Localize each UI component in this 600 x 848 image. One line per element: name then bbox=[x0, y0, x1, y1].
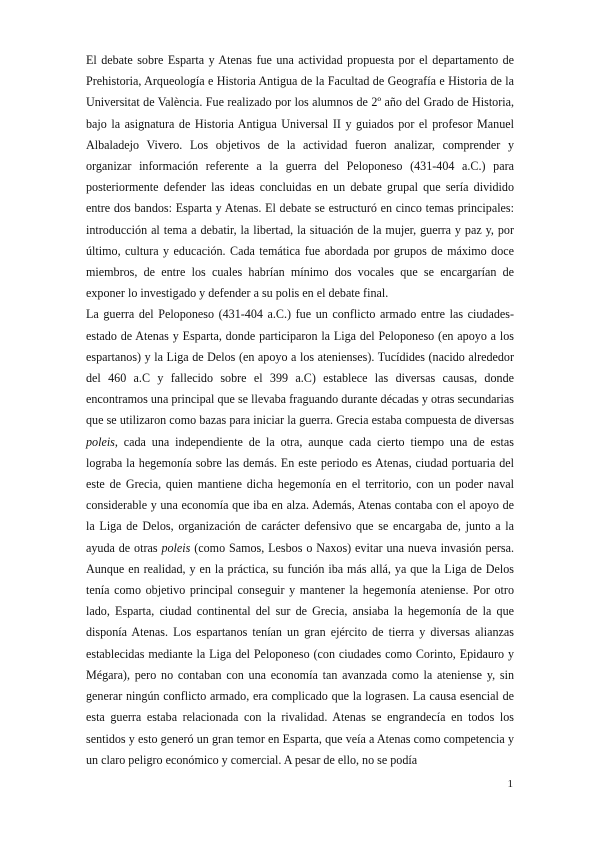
text-run: La guerra del Peloponeso (431-404 a.C.) fue un conflicto armado entre las ciudades-estado de Atenas y Esparta, donde participaron la Liga del Peloponeso (en apoyo a los espartanos) y la Liga de Delos (en apoyo a los atenienses). Tucídides (nacido alrededor del 460 a.C y fallecido sobre el 399 a.C) establece las diversas causas, donde encontramos una principal que se llevaba fraguando durante décadas y otras secundarias que se utilizaron como bazas para iniciar la guerra. Grecia estaba compuesta de diversas bbox=[86, 307, 514, 428]
paragraph-1 bbox=[86, 50, 514, 304]
text-run: , cada una independiente de la otra, aunque cada cierto tiempo una de estas lograba la hegemonía sobre las demás. En este periodo es Atenas, ciudad portuaria del este de Grecia, quien mantiene dicha hegemonía en el territorio, con un poder naval considerable y una economía que iba en alza. Además, Atenas contaba con el apoyo de la Liga de Delos, organización de carácter defensivo que se encargaba de, junto a la ayuda de otras bbox=[86, 434, 514, 555]
text-run: (como Samos, Lesbos o Naxos) evitar una nueva invasión persa. Aunque en realidad, y en la práctica, su función iba más allá, ya que la Liga de Delos tenía como objetivo principal conseguir y mantener la hegemonía ateniense. Por otro lado, Esparta, ciudad continental del sur de Grecia, ansiaba la hegemonía de la que disponía Atenas. Los espartanos tenían un gran ejército de tierra y diversas alianzas establecidas mediante la Liga del Peloponeso (con ciudades como Corinto, Epidauro y Mégara), pero no contaban con una economía tan avanzada como la ateniense y, sin generar ningún conflicto armado, era complicado que la lograsen. La causa esencial de esta guerra estaba relacionada con la rivalidad. Atenas se engrandecía en todos los sentidos y esto generó un gran temor en Esparta, que veía a Atenas como competencia y un claro peligro económico y comercial. A pesar de ello, no se podía bbox=[86, 540, 514, 767]
italic-term: poleis bbox=[161, 540, 191, 555]
page-number: 1 bbox=[507, 778, 513, 790]
text-run: El debate sobre Esparta y Atenas fue una actividad propuesta por el departamento de Prehistoria, Arqueología e Historia Antigua de la Facultad de Geografía e Historia de la Universitat de València. Fue realizado por los alumnos de 2º año del Grado de Historia, bajo la asignatura de Historia Antigua Universal II y guiados por el profesor Manuel Albaladejo Vivero. Los objetivos de la actividad fueron analizar, comprender y organizar información referente a la guerra del Peloponeso (431-404 a.C.) para posteriormente defender las ideas concluidas en un debate grupal que sería dividido entre dos bandos: Esparta y Atenas. El debate se estructuró en cinco temas principales: introducción al tema a debatir, la libertad, la situación de la mujer, guerra y paz y, por último, cultura y educación. Cada temática fue abordada por grupos de máximo doce miembros, de entre los cuales habrían mínimo dos vocales que se encargarían de exponer lo investigado y defender a su polis en el debate final. bbox=[86, 53, 514, 301]
body-text bbox=[86, 50, 514, 771]
italic-term: poleis bbox=[86, 434, 115, 449]
paragraph-2 bbox=[86, 304, 514, 770]
